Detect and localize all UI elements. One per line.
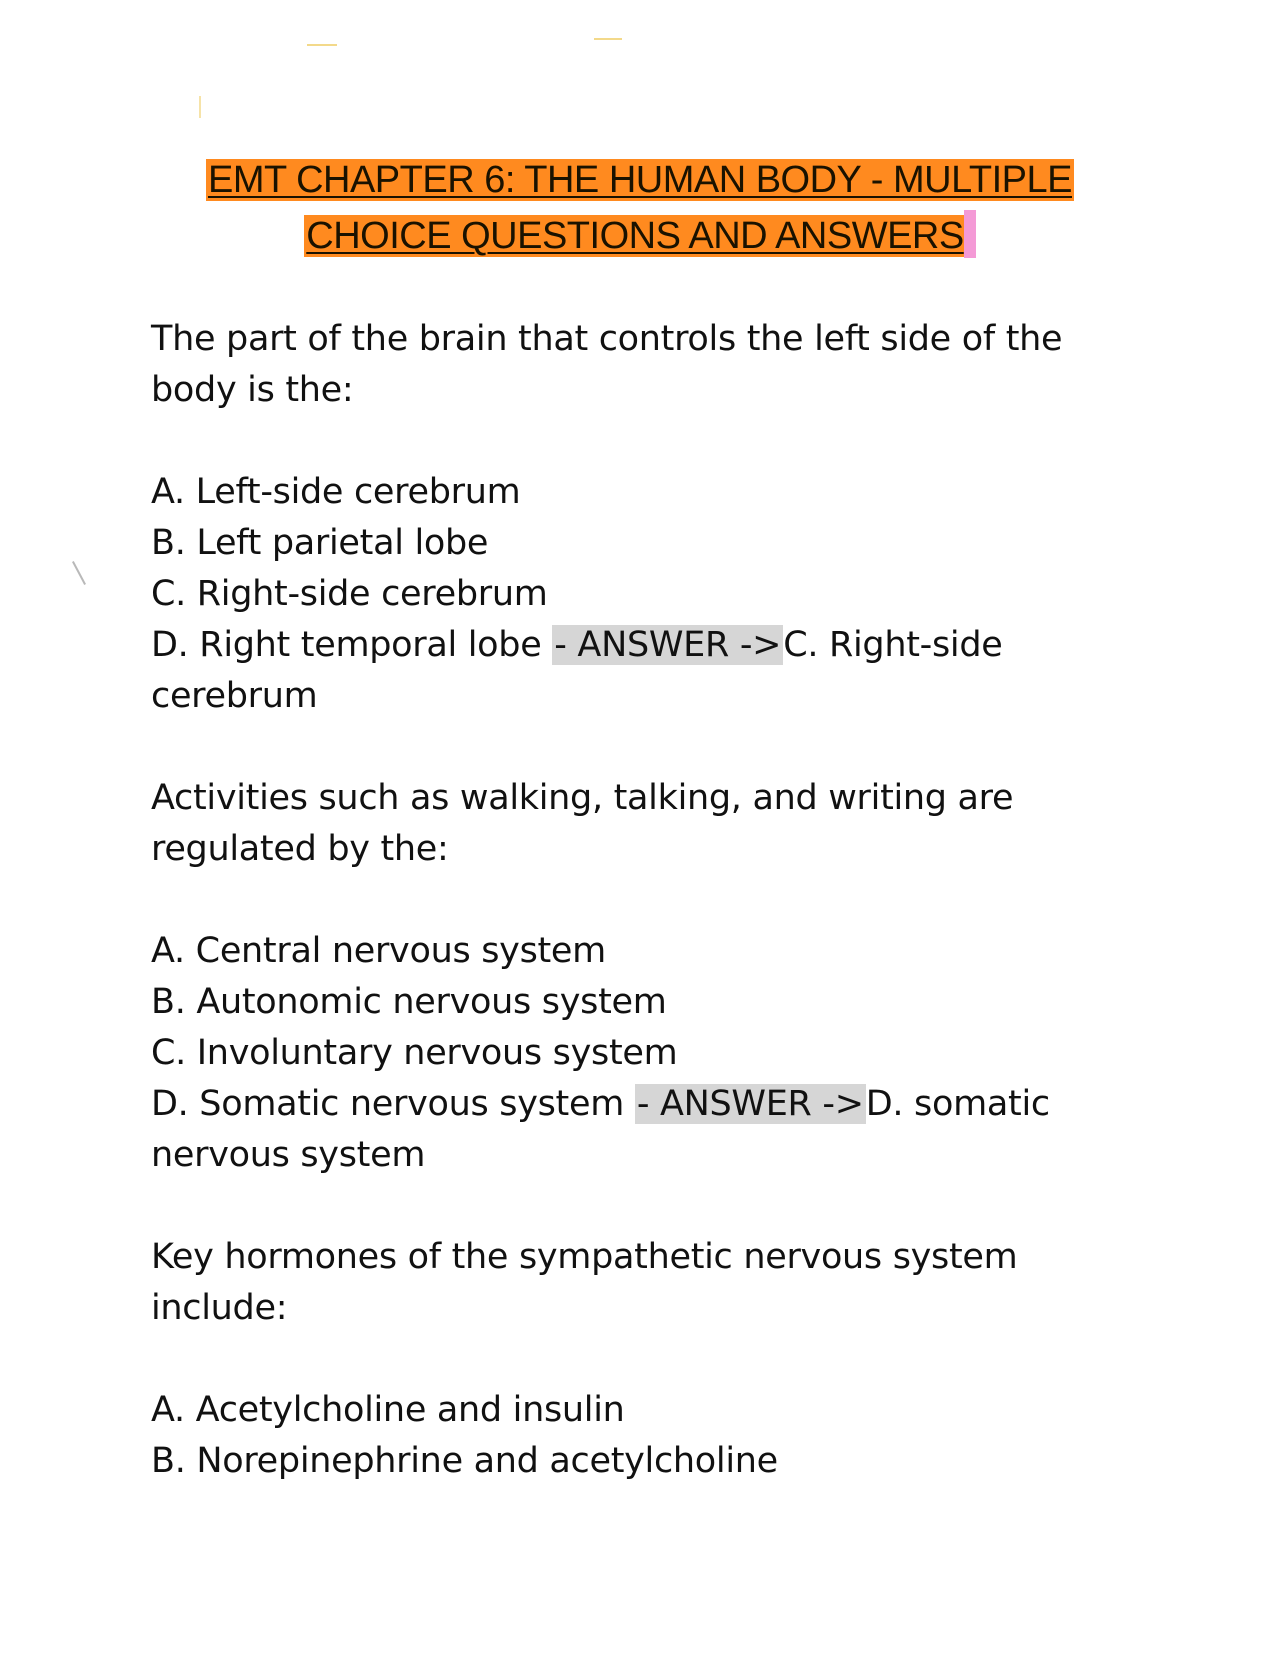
answer-tag: - ANSWER -> — [554, 625, 782, 665]
option-d-with-answer — [151, 620, 1101, 722]
document-title — [0, 152, 1280, 264]
option-b: B. Norepinephrine and acetylcholine — [151, 1441, 778, 1481]
option-b: B. Autonomic nervous system — [151, 982, 667, 1022]
option-c: C. Right-side cerebrum — [151, 574, 548, 614]
questions-body — [151, 314, 1101, 1538]
question-block — [151, 314, 1101, 722]
answer-tag: - ANSWER -> — [636, 1084, 864, 1124]
scan-mark — [199, 96, 201, 118]
scan-mark — [307, 44, 337, 46]
question-text: Key hormones of the sympathetic nervous system include: — [151, 1237, 1018, 1328]
answer-text: C. Right-side cerebrum — [151, 625, 1003, 716]
question-text: Activities such as walking, talking, and writing are regulated by the: — [151, 778, 1014, 869]
option-b: B. Left parietal lobe — [151, 523, 489, 563]
text-cursor-highlight — [964, 210, 976, 258]
answer-text: D. somatic nervous system — [151, 1084, 1050, 1175]
question-text: The part of the brain that controls the left side of the body is the: — [151, 319, 1063, 410]
option-d: D. Somatic nervous system — [151, 1084, 624, 1124]
option-d-with-answer — [151, 1079, 1101, 1181]
title-line-1: EMT CHAPTER 6: THE HUMAN BODY - MULTIPLE — [207, 159, 1072, 201]
title-line-2: CHOICE QUESTIONS AND ANSWERS — [306, 215, 964, 257]
question-block — [151, 773, 1101, 1181]
option-c: C. Involuntary nervous system — [151, 1033, 678, 1073]
option-a: A. Central nervous system — [151, 931, 606, 971]
scan-mark — [72, 561, 86, 585]
scan-mark — [594, 38, 622, 40]
option-a: A. Left-side cerebrum — [151, 472, 521, 512]
option-d: D. Right temporal lobe — [151, 625, 542, 665]
option-a: A. Acetylcholine and insulin — [151, 1390, 625, 1430]
question-block — [151, 1232, 1101, 1487]
